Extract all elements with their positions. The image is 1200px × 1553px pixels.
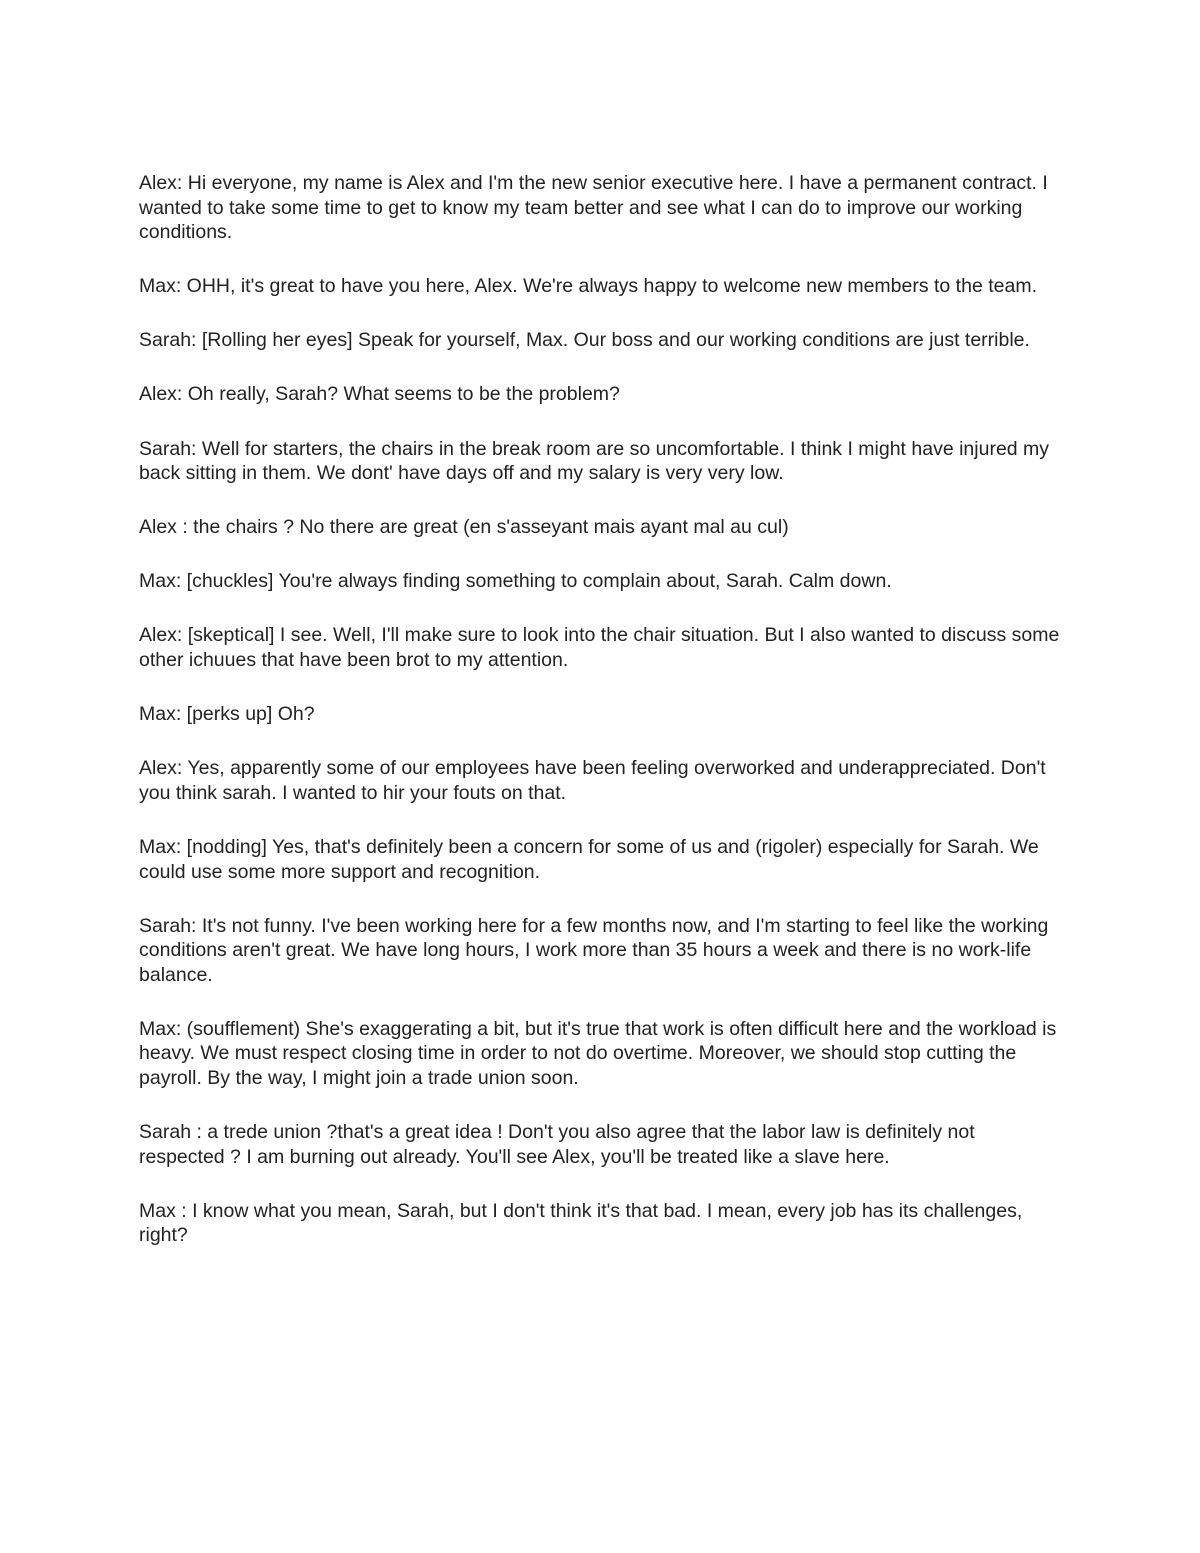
- dialogue-body: [139, 171, 1064, 1278]
- dialogue-paragraph: Alex: Yes, apparently some of our employees have been feeling overworked and underappreciated. Don't you think sarah. I wanted to hir your fouts on that.: [139, 757, 1046, 804]
- dialogue-paragraph: Sarah: It's not funny. I've been working here for a few months now, and I'm starting to feel like the working conditions aren't great. We have long hours, I work more than 35 hours a week and there is no work-life balance.: [139, 914, 1049, 986]
- dialogue-paragraph: Max : I know what you mean, Sarah, but I don't think it's that bad. I mean, every job has its challenges, right?: [139, 1199, 1023, 1247]
- dialogue-paragraph: Alex : the chairs ? No there are great (en s'asseyant mais ayant mal au cul): [139, 516, 789, 539]
- dialogue-paragraph: Alex: [skeptical] I see. Well, I'll make sure to look into the chair situation. But I also wanted to discuss some other ichuues that have been brot to my attention.: [139, 624, 1060, 672]
- dialogue-paragraph: Max: OHH, it's great to have you here, Alex. We're always happy to welcome new members to the team.: [139, 275, 1037, 298]
- dialogue-paragraph: Alex: Oh really, Sarah? What seems to be the problem?: [139, 383, 620, 406]
- dialogue-paragraph: Max: [nodding] Yes, that's definitely been a concern for some of us and (rigoler) especially for Sarah. We could use some more support and recognition.: [139, 835, 1039, 883]
- dialogue-paragraph: Max: (soufflement) She's exaggerating a bit, but it's true that work is often difficult here and the workload is heavy. We must respect closing time in order to not do overtime. Moreover, we should stop cutting the payroll. By the way, I might join a trade union soon.: [139, 1017, 1057, 1090]
- dialogue-paragraph: Max: [chuckles] You're always finding something to complain about, Sarah. Calm down.: [139, 570, 892, 593]
- dialogue-paragraph: Max: [perks up] Oh?: [139, 703, 315, 726]
- dialogue-paragraph: Sarah: [Rolling her eyes] Speak for yourself, Max. Our boss and our working conditions are just terrible.: [139, 329, 1030, 352]
- dialogue-paragraph: Sarah: Well for starters, the chairs in the break room are so uncomfortable. I think I might have injured my back sitting in them. We dont' have days off and my salary is very very low.: [139, 437, 1050, 485]
- dialogue-paragraph: Alex: Hi everyone, my name is Alex and I'm the new senior executive here. I have a permanent contract. I wanted to take some time to get to know my team better and see what I can do to improve our working conditions.: [139, 172, 1048, 244]
- dialogue-paragraph: Sarah : a trede union ?that's a great idea ! Don't you also agree that the labor law is definitely not respected ? I am burning out already. You'll see Alex, you'll be treated like a slave here.: [139, 1121, 975, 1168]
